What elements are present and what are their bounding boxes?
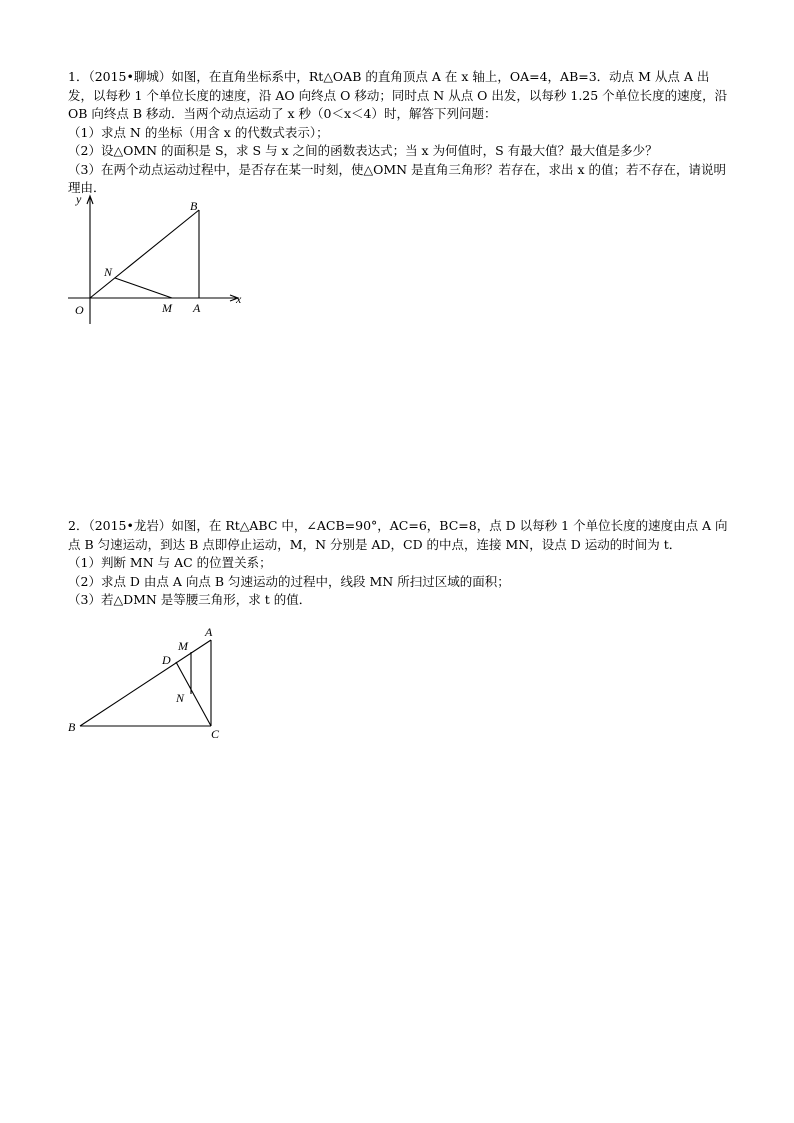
- label-M: M: [178, 639, 188, 653]
- label-B: B: [68, 720, 76, 734]
- label-N: N: [104, 265, 113, 279]
- label-A: A: [205, 625, 213, 639]
- segment-NM: [115, 278, 172, 298]
- problem-1-part-1: （1）求点 N 的坐标（用含 x 的代数式表示）；: [68, 124, 329, 140]
- segment-OB: [90, 210, 199, 298]
- problem-2-part-1: （1）判断 MN 与 AC 的位置关系；: [68, 555, 272, 570]
- label-x: x: [236, 292, 242, 306]
- label-M: M: [162, 301, 172, 315]
- problem-2: [68, 517, 728, 610]
- problem-2-stem: 2．（2015•龙岩）如图，在 Rt△ABC 中，∠ACB=90°，AC=6，BC=8，点 D 以每秒 1 个单位长度的速度由点 A 向点 B 匀速运动，到达 B 点即停止运动，M，N 分别是 AD，CD 的中点，连接 MN，设点 D 运动的时间为 t．: [68, 518, 728, 552]
- label-y: y: [76, 192, 82, 206]
- label-A: A: [193, 301, 201, 315]
- problem-1-stem: 1．（2015•聊城）如图，在直角坐标系中，Rt△OAB 的直角顶点 A 在 x 轴上，OA=4，AB=3．动点 M 从点 A 出发，以每秒 1 个单位长度的速度，沿 AO 向终点 O 移动；同时点 N 从点 O 出发，以每秒 1.25 个单位长度的速度，沿 OB 向终点 B 移动．当两个动点运动了 x 秒（0＜x＜4）时，解答下列问题：: [68, 69, 728, 121]
- figure-2-triangle-diagram: [60, 622, 240, 744]
- label-B: B: [190, 199, 198, 213]
- problem-2-part-3: （3）若△DMN 是等腰三角形，求 t 的值．: [68, 592, 312, 607]
- label-D: D: [162, 653, 171, 667]
- label-O: O: [75, 303, 84, 317]
- problem-1-part-3: （3）在两个动点运动过程中，是否存在某一时刻，使△OMN 是直角三角形？若存在，求出 x 的值；若不存在，请说明理由．: [68, 161, 727, 195]
- problem-2-part-2: （2）求点 D 由点 A 向点 B 匀速运动的过程中，线段 MN 所扫过区域的面积；: [68, 573, 510, 589]
- label-N: N: [176, 691, 185, 705]
- problem-1: [68, 68, 728, 198]
- problem-1-part-2: （2）设△OMN 的面积是 S，求 S 与 x 之间的函数表达式；当 x 为何值时，S 有最大值？最大值是多少？: [68, 143, 658, 158]
- figure-1-coordinate-diagram: [60, 190, 260, 330]
- label-C: C: [211, 727, 220, 741]
